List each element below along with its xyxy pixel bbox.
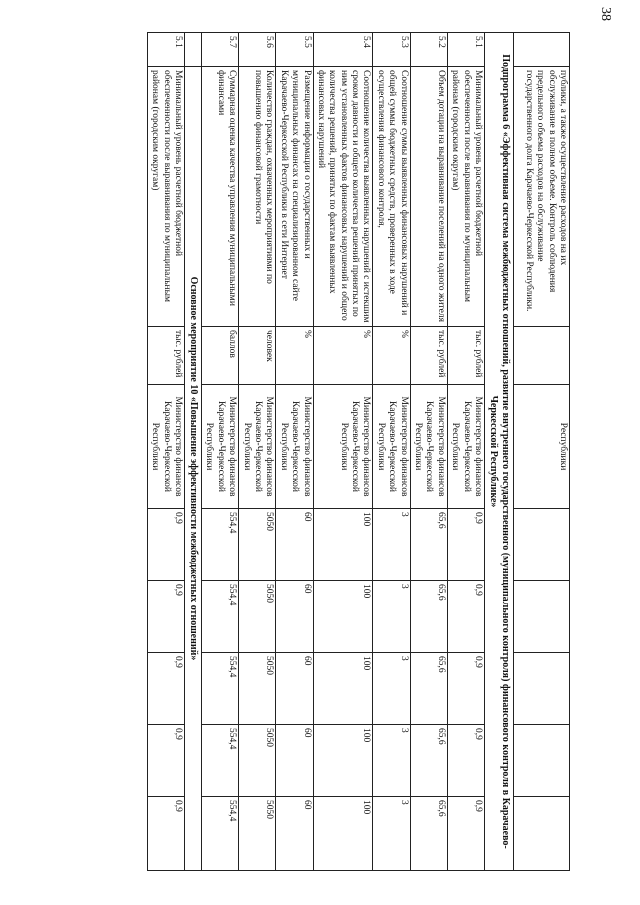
row-number: 5.2 <box>410 33 447 67</box>
continuation-text: публики, а также осуществление расходов на их обслуживание в полном объеме. Контроль соблюдения предельного объема расходов на обслуживание государственного долга Карачаево-Черкесской Республики. <box>514 67 570 327</box>
value: 0,9 <box>447 581 484 653</box>
value: 0,9 <box>447 797 484 871</box>
indicator-name: Количество граждан, охваченных мероприятиями по повышению финансовой грамотности <box>239 67 276 327</box>
table-row <box>410 33 447 871</box>
indicator-name: Суммарная оценка качества управления муниципальными финансами <box>202 67 239 327</box>
value: 65,6 <box>410 653 447 725</box>
value: 3 <box>373 797 410 871</box>
value: 60 <box>276 725 313 797</box>
unit: % <box>276 327 313 385</box>
value: 0,9 <box>147 581 184 653</box>
event-10-title: Основное мероприятие 10 «Повышение эффективности межбюджетных отношений» <box>185 67 202 871</box>
value: 5050 <box>239 581 276 653</box>
subprogram-6-title: Подпрограмма 6 «Эффективная система межбюджетных отношений, развитие внутреннего государственного (муниципального контроля) финансового контроля в Карачаево-Черкесской Республике» <box>485 33 514 871</box>
section-header <box>185 33 202 871</box>
value: 3 <box>373 581 410 653</box>
row-number: 5.5 <box>276 33 313 67</box>
row-number: 5.6 <box>239 33 276 67</box>
value: 60 <box>276 797 313 871</box>
indicator-name: Соотношение количества выявленных нарушений с истекшим сроком давности и общего количества решений принятых по ним установленных фактов финансовых нарушений и общего количества решений, принятых по фактам выявленных финансовых нарушений <box>313 67 373 327</box>
indicator-name: Соотношение суммы выявленных финансовых нарушений и общей суммы бюджетных средств, проверенных в ходе осуществления финансового контроля, <box>373 67 410 327</box>
value: 554,4 <box>202 653 239 725</box>
executor: Министерство финансов Карачаево-Черкесской Республики <box>313 385 373 509</box>
unit: % <box>373 327 410 385</box>
value: 100 <box>313 509 373 581</box>
unit: баллов <box>202 327 239 385</box>
value: 60 <box>276 653 313 725</box>
row-number: 5.1 <box>147 33 184 67</box>
row-number: 5.1 <box>447 33 484 67</box>
value: 65,6 <box>410 797 447 871</box>
value: 0,9 <box>147 653 184 725</box>
value: 0,9 <box>147 509 184 581</box>
rotated-document <box>70 32 570 870</box>
executor: Министерство финансов Карачаево-Черкесской Республики <box>202 385 239 509</box>
unit: человек <box>239 327 276 385</box>
value: 5050 <box>239 653 276 725</box>
table-row <box>447 33 484 871</box>
value: 100 <box>313 725 373 797</box>
value: 554,4 <box>202 725 239 797</box>
table-row <box>514 33 570 871</box>
value: 100 <box>313 797 373 871</box>
page-number: 38 <box>598 7 613 21</box>
executor: Министерство финансов Карачаево-Черкесской Республики <box>276 385 313 509</box>
value: 3 <box>373 653 410 725</box>
value: 5050 <box>239 509 276 581</box>
row-number: 5.7 <box>202 33 239 67</box>
unit: тыс. рублей <box>147 327 184 385</box>
indicator-name: Размещение информации о государственных и муниципальных финансах на специализированном сайте Карачаево-Черкесской Республики в сети Интернет <box>276 67 313 327</box>
section-header <box>485 33 514 871</box>
value: 65,6 <box>410 509 447 581</box>
value: 0,9 <box>447 509 484 581</box>
executor: Министерство финансов Карачаево-Черкесской Республики <box>410 385 447 509</box>
value: 5050 <box>239 725 276 797</box>
table-row <box>373 33 410 871</box>
indicator-name: Минимальный уровень расчетной бюджетной обеспеченности после выравнивания по муниципальным районам (городским округам) <box>447 67 484 327</box>
value: 100 <box>313 653 373 725</box>
unit: % <box>313 327 373 385</box>
table-row <box>239 33 276 871</box>
value: 554,4 <box>202 581 239 653</box>
unit: тыс. рублей <box>447 327 484 385</box>
value: 65,6 <box>410 581 447 653</box>
value: 0,9 <box>447 653 484 725</box>
executor: Министерство финансов Карачаево-Черкесской Республики <box>373 385 410 509</box>
value: 65,6 <box>410 725 447 797</box>
value: 554,4 <box>202 509 239 581</box>
executor-cell: Республики <box>514 385 570 509</box>
table-row <box>147 33 184 871</box>
value: 554,4 <box>202 797 239 871</box>
value: 3 <box>373 725 410 797</box>
value: 60 <box>276 509 313 581</box>
value: 0,9 <box>147 725 184 797</box>
executor: Министерство финансов Карачаево-Черкесской Республики <box>239 385 276 509</box>
executor: Министерство финансов Карачаево-Черкесской Республики <box>147 385 184 509</box>
value: 0,9 <box>147 797 184 871</box>
table-row <box>202 33 239 871</box>
value: 5050 <box>239 797 276 871</box>
indicators-table <box>147 32 570 871</box>
row-number: 5.3 <box>373 33 410 67</box>
value: 100 <box>313 581 373 653</box>
indicator-name: Минимальный уровень расчетной бюджетной обеспеченности после выравнивания по муниципальным районам (городским округам) <box>147 67 184 327</box>
value: 3 <box>373 509 410 581</box>
table-row <box>313 33 373 871</box>
value: 60 <box>276 581 313 653</box>
row-number: 5.4 <box>313 33 373 67</box>
executor: Министерство финансов Карачаево-Черкесской Республики <box>447 385 484 509</box>
unit: тыс. рублей <box>410 327 447 385</box>
value: 0,9 <box>447 725 484 797</box>
indicator-name: Объем дотации на выравнивание поселений на одного жителя <box>410 67 447 327</box>
table-row <box>276 33 313 871</box>
